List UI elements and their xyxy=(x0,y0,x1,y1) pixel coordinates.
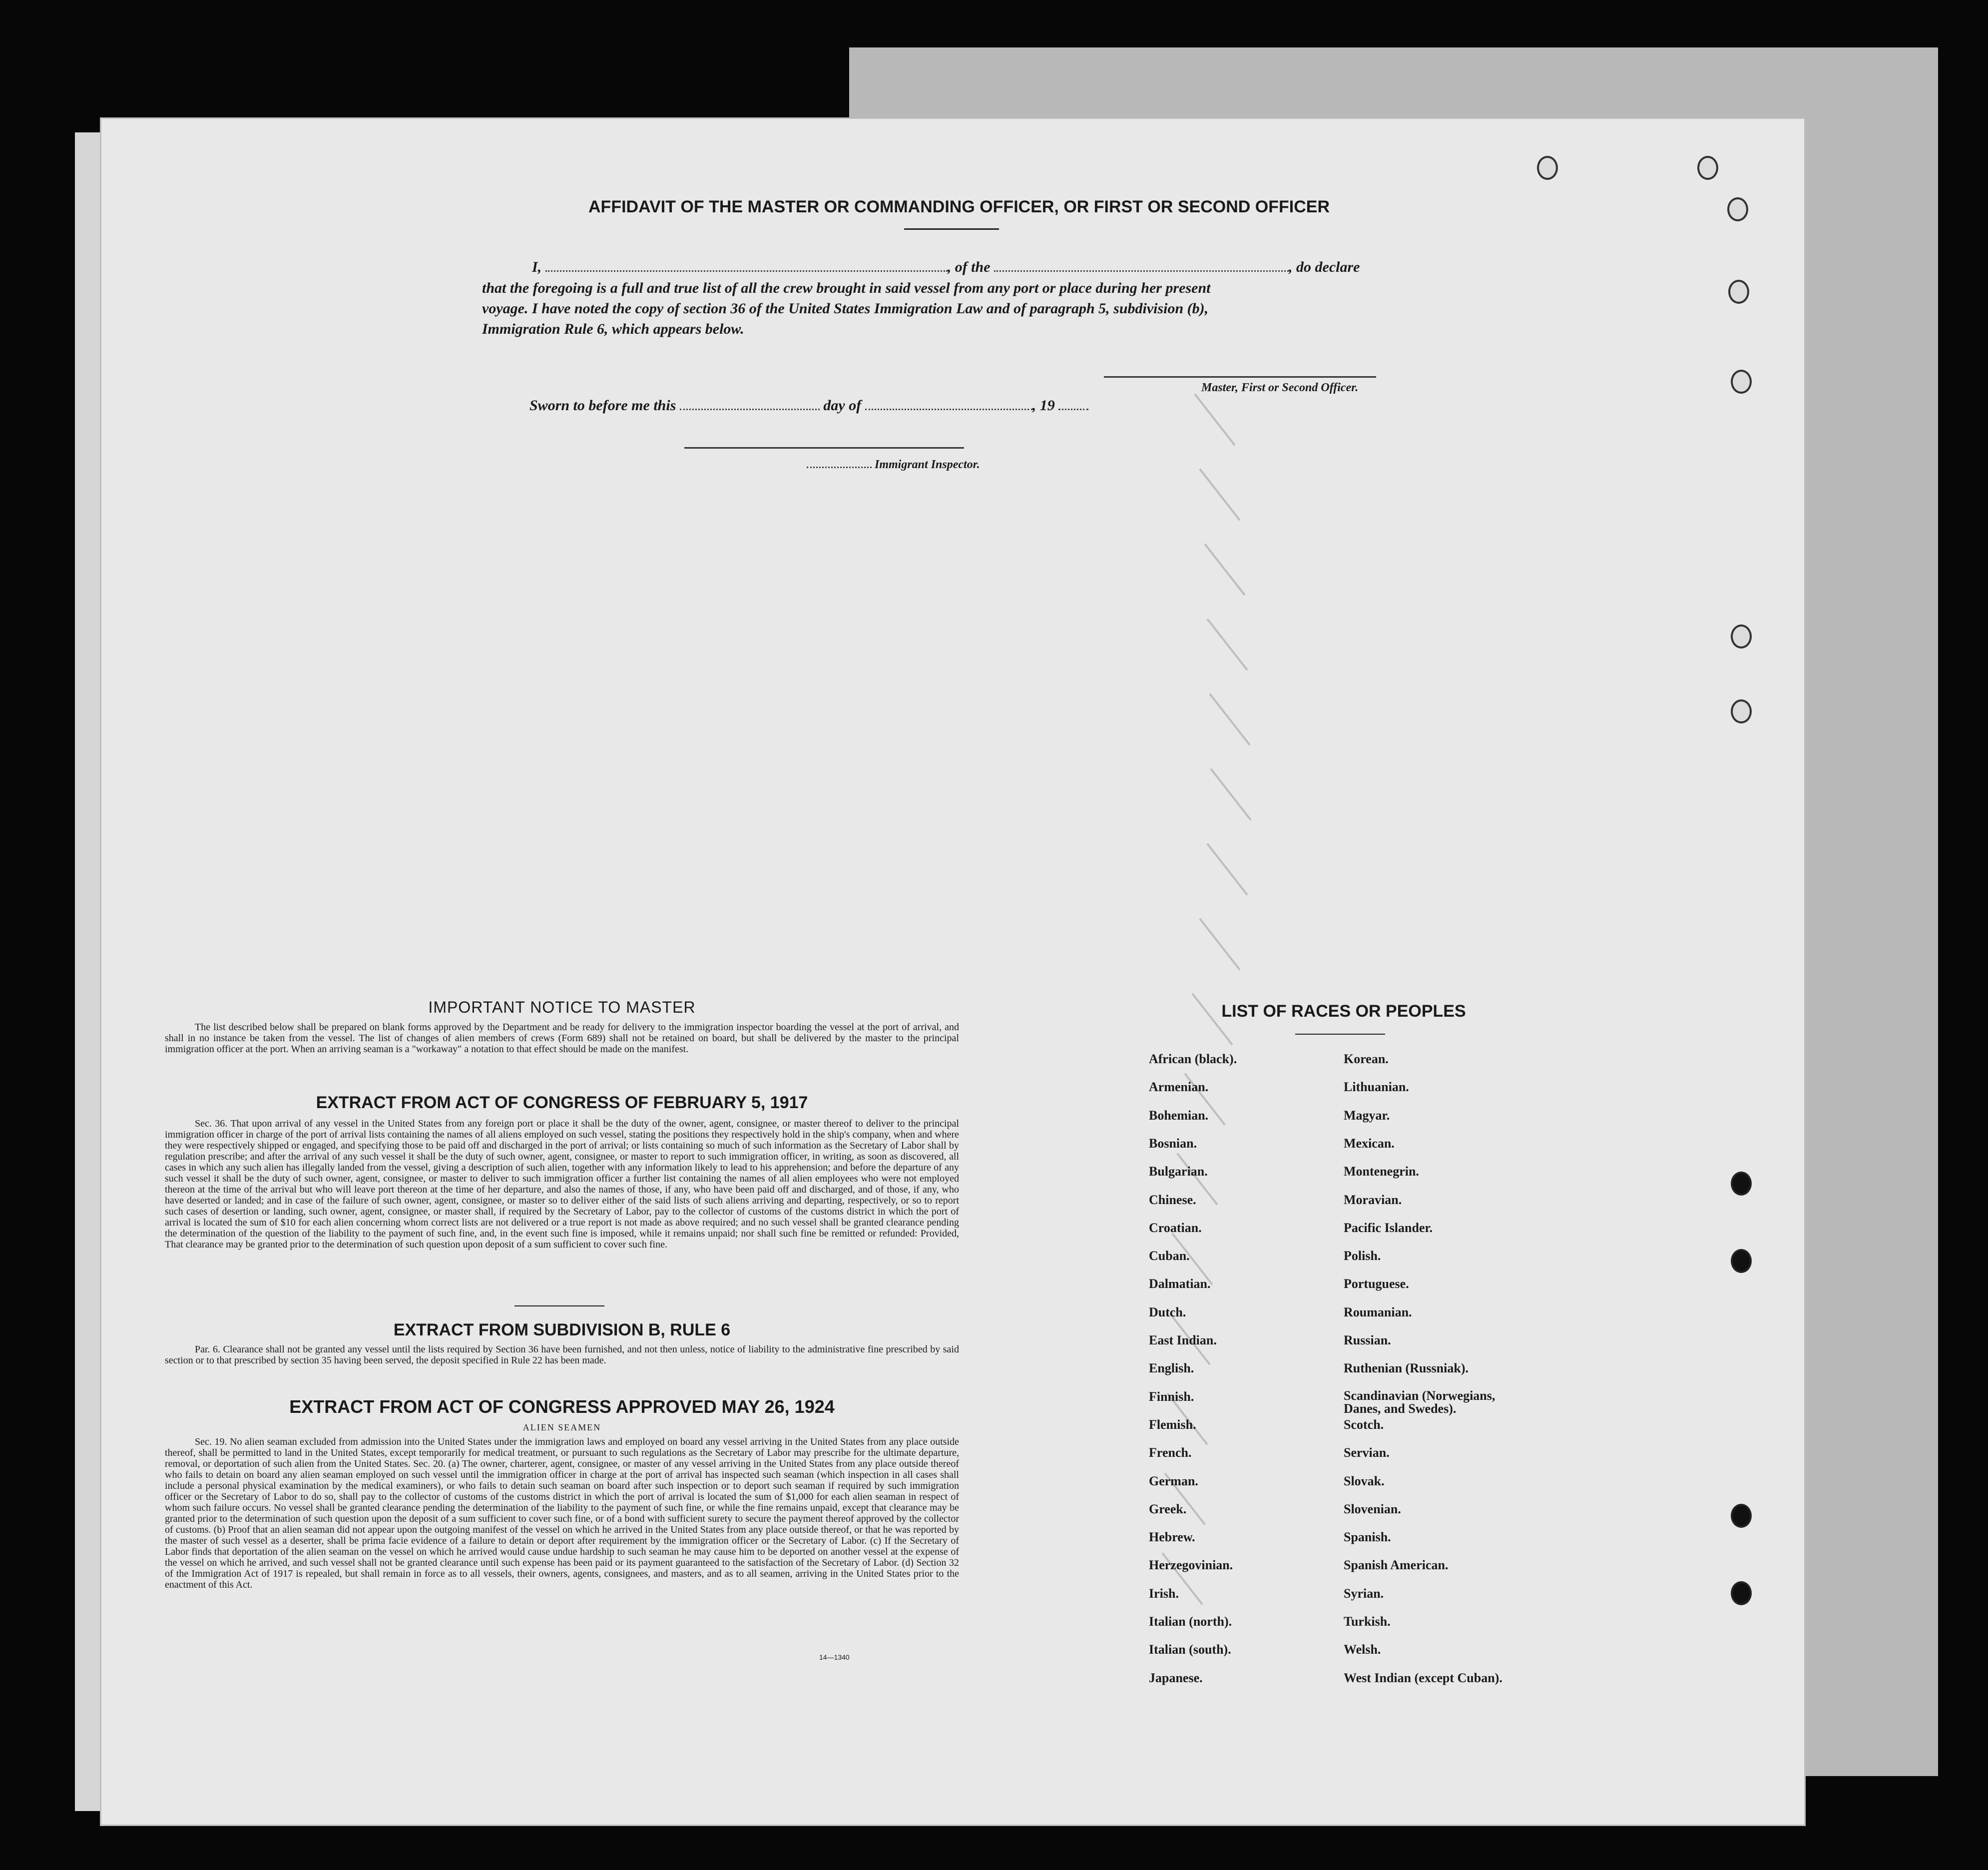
race-item: Ruthenian (Russniak). xyxy=(1344,1361,1469,1375)
binder-hole-11 xyxy=(1731,1581,1752,1605)
race-item: Bohemian. xyxy=(1149,1108,1209,1123)
race-item: Syrian. xyxy=(1344,1586,1384,1601)
binder-hole-5 xyxy=(1731,370,1752,394)
extract-1924-subtitle: ALIEN SEAMEN xyxy=(522,1422,601,1432)
name-field[interactable] xyxy=(545,270,948,272)
inspector-signature-line[interactable] xyxy=(684,447,964,449)
race-item: Hebrew. xyxy=(1149,1530,1195,1544)
race-item: Bulgarian. xyxy=(1149,1164,1208,1179)
extract-1924-title: EXTRACT FROM ACT OF CONGRESS APPROVED MAY 26, 1924 xyxy=(289,1396,835,1417)
of-the-label: , of the xyxy=(947,259,991,275)
extract-1917-title: EXTRACT FROM ACT OF CONGRESS OF FEBRUARY 5, 1917 xyxy=(316,1093,808,1112)
divider-1 xyxy=(514,1305,604,1306)
race-item: Moravian. xyxy=(1344,1193,1402,1207)
race-item: Scandinavian (Norwegians, Danes, and Swedes). xyxy=(1344,1388,1495,1416)
binder-hole-1 xyxy=(1537,156,1558,180)
race-item: Portuguese. xyxy=(1344,1276,1409,1291)
race-item: Spanish American. xyxy=(1344,1558,1449,1572)
affidavit-line2: that the foregoing is a full and true list of all the crew brought in said vessel from any port or place during her present xyxy=(482,280,1211,296)
affidavit-title: AFFIDAVIT OF THE MASTER OR COMMANDING OFFICER, OR FIRST OR SECOND OFFICER xyxy=(588,197,1330,216)
race-item: Korean. xyxy=(1344,1052,1389,1066)
race-item: East Indian. xyxy=(1149,1333,1217,1347)
binder-hole-6 xyxy=(1731,624,1752,648)
affidavit-line1 xyxy=(532,259,1360,276)
races-title: LIST OF RACES OR PEOPLES xyxy=(1221,1002,1466,1021)
sworn-month-field[interactable] xyxy=(865,409,1032,410)
inspector-field[interactable] xyxy=(807,467,872,468)
race-item: English. xyxy=(1149,1361,1194,1375)
affidavit-line3: voyage. I have noted the copy of section 36 of the United States Immigration Law and of paragraph 5, subdivision (b), xyxy=(482,300,1209,317)
race-item: Spanish. xyxy=(1344,1530,1391,1544)
binder-hole-3 xyxy=(1727,197,1748,221)
race-item: Dutch. xyxy=(1149,1305,1186,1319)
race-item: Herzegovinian. xyxy=(1149,1558,1233,1572)
year-label: , 19 xyxy=(1032,397,1055,414)
race-item: Slovak. xyxy=(1344,1474,1385,1488)
race-item: Chinese. xyxy=(1149,1193,1196,1207)
race-item: Servian. xyxy=(1344,1445,1390,1460)
title-underline xyxy=(904,228,999,230)
races-underline xyxy=(1295,1034,1385,1035)
race-item: Polish. xyxy=(1344,1248,1381,1263)
vessel-field[interactable] xyxy=(994,270,1289,272)
race-item: Armenian. xyxy=(1149,1080,1209,1094)
sworn-day-field[interactable] xyxy=(680,409,820,410)
affidavit-line4: Immigration Rule 6, which appears below. xyxy=(482,321,744,337)
race-item: Slovenian. xyxy=(1344,1502,1401,1516)
form-page xyxy=(100,117,1806,1826)
notice-text: The list described below shall be prepared on blank forms approved by the Department and be ready for delivery to the immigration inspector boarding the vessel at the port of arrival, and shall in no instance be taken from the vessel. The list of changes of alien members of crews (Form 689) shall not be retained on board, but shall be delivered by the master to the principal immigration officer at the port. When an arriving seaman is a "workaway" a notation to that effect should be made on the manifest. xyxy=(165,1022,959,1055)
race-item: Finnish. xyxy=(1149,1389,1194,1404)
race-item: Magyar. xyxy=(1344,1108,1390,1123)
binder-hole-10 xyxy=(1731,1504,1752,1528)
race-item: Dalmatian. xyxy=(1149,1276,1211,1291)
master-signature-line[interactable] xyxy=(1104,376,1376,378)
binder-hole-9 xyxy=(1731,1249,1752,1273)
inspector-text: Immigrant Inspector. xyxy=(875,458,980,471)
binder-hole-2 xyxy=(1697,156,1718,180)
binder-hole-8 xyxy=(1731,1172,1752,1196)
form-number: 14—1340 xyxy=(819,1653,850,1661)
race-item: Italian (north). xyxy=(1149,1614,1232,1629)
race-item: Turkish. xyxy=(1344,1614,1391,1629)
race-item: Greek. xyxy=(1149,1502,1187,1516)
race-item: Flemish. xyxy=(1149,1417,1196,1432)
extract-1917-text: Sec. 36. That upon arrival of any vessel in the United States from any foreign port or place it shall be the duty of the owner, agent, consignee, or master thereof to deliver to the principal immigration officer in charge of the port of arrival lists containing the names of all aliens employed on such vessel, stating the positions they respectively hold in the ship's company, when and where they were respectively shipped or engaged, and specifying those to be paid off and discharged in the port of arrival; or lists containing so much of such information as the Secretary of Labor shall by regulation prescribe; and after the arrival of any such vessel it shall be the duty of such owner, agent, consignee, or master to report to such immigration officer, in writing, as soon as discovered, all cases in which any such alien has illegally landed from the vessel, giving a description of such alien, together with any information likely to lead to his apprehension; and before the departure of any such vessel it shall be the duty of such owner, agent, consignee, or master to deliver to such immigration officer a further list containing the names of all alien employees who were not employed thereon at the time of the arrival but who will leave port thereon at the time of her departure, and also the names of those, if any, who have been paid off and discharged, and of those, if any, who have deserted or landed; and in case of the failure of such owner, agent, consignee, or master so to deliver either of the said lists of such aliens arriving and departing, respectively, or so to report such cases of desertion or landing, such owner, agent, consignee, or master shall, if required by the Secretary of Labor, pay to the collector of customs of the customs district in which the port of arrival is located the sum of $10 for each alien concerning whom correct lists are not delivered or a true report is not made as above required; and no such vessel shall be granted clearance pending the determination of the question of the liability to the payment of such fine, and, in the event such fine is imposed, while it remains unpaid; nor shall such fine be remitted or refunded: Provided, That clearance may be granted prior to the determination of such question upon deposit of a sum sufficient to cover such fine. xyxy=(165,1118,959,1250)
race-item: Russian. xyxy=(1344,1333,1391,1347)
race-item: Montenegrin. xyxy=(1344,1164,1419,1179)
race-item: Cuban. xyxy=(1149,1248,1190,1263)
notice-title: IMPORTANT NOTICE TO MASTER xyxy=(428,998,696,1016)
race-item: Welsh. xyxy=(1344,1642,1381,1657)
race-item: Scotch. xyxy=(1344,1417,1384,1432)
race-item: Bosnian. xyxy=(1149,1136,1197,1151)
race-item: Croatian. xyxy=(1149,1221,1202,1235)
day-of-label: day of xyxy=(823,397,862,414)
race-item: Pacific Islander. xyxy=(1344,1221,1433,1235)
binder-hole-4 xyxy=(1728,280,1749,304)
sworn-year-field[interactable] xyxy=(1058,409,1088,410)
do-declare-label: , do declare xyxy=(1289,259,1360,275)
race-item: Roumanian. xyxy=(1344,1305,1412,1319)
master-signature-label: Master, First or Second Officer. xyxy=(1201,381,1359,394)
race-item: Italian (south). xyxy=(1149,1642,1231,1657)
race-item: Mexican. xyxy=(1344,1136,1395,1151)
race-item: African (black). xyxy=(1149,1052,1237,1066)
sworn-label: Sworn to before me this xyxy=(529,397,676,414)
race-item: West Indian (except Cuban). xyxy=(1344,1671,1502,1685)
race-item: Japanese. xyxy=(1149,1671,1203,1685)
inspector-label xyxy=(807,458,980,472)
binder-hole-7 xyxy=(1731,699,1752,723)
race-item: Lithuanian. xyxy=(1344,1080,1409,1094)
i-label: I, xyxy=(532,259,542,275)
race-item: Irish. xyxy=(1149,1586,1179,1601)
sworn-line xyxy=(529,397,1088,414)
race-item: German. xyxy=(1149,1474,1198,1488)
rule-6-text: Par. 6. Clearance shall not be granted any vessel until the lists required by Section 36 have been furnished, and not then unless, notice of liability to the administrative fine prescribed by said section or to that prescribed by section 35 having been served, the deposit specified in Rule 22 has been made. xyxy=(165,1344,959,1366)
rule-6-title: EXTRACT FROM SUBDIVISION B, RULE 6 xyxy=(393,1320,731,1339)
extract-1924-text: Sec. 19. No alien seaman excluded from admission into the United States under the immigration laws and employed on board any vessel arriving in the United States from any place outside thereof, shall be permitted to land in the United States, except temporarily for medical treatment, or pursuant to such regulations as the Secretary of Labor may prescribe for the ultimate departure, removal, or deportation of such alien from the United States. Sec. 20. (a) The owner, charterer, agent, consignee, or master of any vessel arriving in the United States from any place outside thereof who fails to detain on board any alien seaman employed on such vessel until the immigration officer in charge at the port of arrival has inspected such seaman (which inspection in all cases shall include a personal physical examination by the medical examiners), or who fails to detain such seaman on board after such inspection or to deport such seaman if required by such immigration officer or the Secretary of Labor to do so, shall pay to the collector of customs of the customs district in which the port of arrival is located the sum of $1,000 for each alien seaman in respect of whom such failure occurs. No vessel shall be granted clearance pending the determination of the liability to the payment of such fine, or while the fine remains unpaid, except that clearance may be granted prior to the determination of such question upon the deposit of a sum sufficient to cover such fine, or of a bond with sufficient surety to secure the payment thereof approved by the collector of customs. (b) Proof that an alien seaman did not appear upon the outgoing manifest of the vessel on which he arrived in the United States from any place outside thereof, or that he was reported by the master of such vessel as a deserter, shall be prima facie evidence of a failure to detain or deport after requirement by the immigration officer or the Secretary of Labor. (c) If the Secretary of Labor finds that deportation of the alien seaman on the vessel on which he arrived would cause undue hardship to such seaman he may cause him to be deported on another vessel at the expense of the vessel on which he arrived, and such vessel shall not be granted clearance until such expense has been paid or its payment guaranteed to the satisfaction of the Secretary of Labor. (d) Section 32 of the Immigration Act of 1917 is repealed, but shall remain in force as to all vessels, their owners, agents, consignees, and masters, and as to all seamen, arriving in the United States prior to the enactment of this Act. xyxy=(165,1436,959,1590)
race-item: French. xyxy=(1149,1445,1192,1460)
